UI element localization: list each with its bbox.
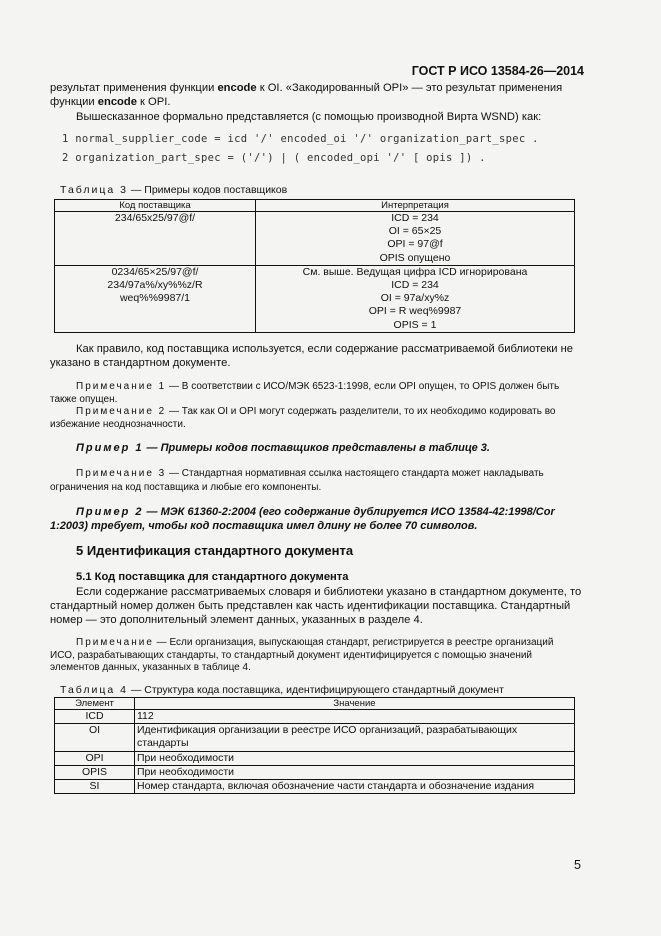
table-header-cell: Значение — [135, 698, 575, 710]
sub51-line-3: номер — это дополнительный элемент данных, указанных в разделе 4. — [50, 614, 423, 626]
cell-line: weq%%9987/1 — [119, 292, 191, 305]
table-3 — [54, 199, 575, 333]
table-cell-interp — [256, 212, 575, 266]
intro-line-1 — [50, 81, 585, 96]
table-row — [55, 212, 575, 266]
intro-line-2 — [50, 95, 170, 110]
cell-line: OPI = R weq%9987 — [368, 305, 462, 318]
table3-caption-label: Таблица 3 — [60, 184, 128, 196]
encode-keyword: encode — [97, 96, 137, 108]
document-header: ГОСТ Р ИСО 13584-26—2014 — [411, 64, 584, 78]
table-header-cell: Элемент — [55, 698, 135, 710]
note-label: Примечание 3 — [76, 468, 167, 479]
cell-line: OPIS = 1 — [393, 318, 437, 331]
cell-line: См. выше. Ведущая цифра ICD игнорирована — [302, 265, 528, 278]
table-row — [55, 751, 575, 765]
table3-caption — [60, 184, 287, 196]
cell-line: Номер стандарта, включая обозначение части стандарта и обозначение издания — [137, 780, 535, 793]
note-org-line-2: ИСО, разрабатывающих стандарты, то стандартный документ идентифицируется с помощью значений — [50, 650, 533, 661]
table4-caption — [60, 684, 504, 696]
table-cell-value — [135, 751, 575, 765]
note-label: Примечание 1 — [76, 381, 167, 392]
table-cell-element: ICD — [55, 710, 135, 724]
cell-line: ICD = 234 — [391, 212, 439, 224]
table3-caption-text: — Примеры кодов поставщиков — [127, 184, 288, 196]
table-row — [55, 765, 575, 779]
table4-caption-text: — Структура кода поставщика, идентифицирующего стандартный документ — [127, 684, 504, 696]
note-org-line-1 — [76, 636, 553, 650]
table-header-row — [55, 698, 575, 710]
example-2-line-2: 1:2003) требует, чтобы код поставщика имел длину не более 70 символов. — [50, 520, 478, 532]
section-5-title: 5 Идентификация стандартного документа — [76, 543, 354, 558]
table4-caption-label: Таблица 4 — [60, 684, 128, 696]
table-cell-element: OPIS — [55, 765, 135, 779]
note-1-line-1 — [76, 380, 559, 394]
page-number: 5 — [574, 858, 581, 872]
sub51-line-2: стандартный номер должен быть представлен как часть идентификации поставщика. Стандартный — [50, 600, 571, 612]
table-header-row — [55, 200, 575, 212]
subsection-5-1-title: 5.1 Код поставщика для стандартного документа — [76, 571, 349, 583]
example-2-line-1 — [76, 505, 555, 520]
example-text: — МЭК 61360-2:2004 (его содержание дублируется ИСО 13584-42:1998/Cor — [143, 506, 555, 518]
table-cell-value — [135, 724, 575, 751]
note-3-line-2: ограничения на код поставщика и любые его компоненты. — [50, 482, 322, 493]
example-text: — Примеры кодов поставщиков представлены в таблице 3. — [143, 442, 490, 454]
note-org-line-3: элементов данных, указанных в таблице 4. — [50, 662, 251, 673]
cell-line: 234/65x25/97@f/ — [114, 212, 196, 224]
table-cell-value — [135, 765, 575, 779]
table-cell-value — [135, 780, 575, 794]
table-cell-code — [55, 265, 256, 332]
table-cell-element: OI — [55, 724, 135, 751]
cell-line: Идентификация организации в реестре ИСО организаций, разрабатывающих — [137, 724, 518, 737]
cell-line: При необходимости — [137, 751, 235, 764]
table-row — [55, 265, 575, 332]
table-cell-element: SI — [55, 780, 135, 794]
cell-line: 112 — [137, 710, 154, 722]
table-row — [55, 710, 575, 724]
cell-line: OI = 97a/xy%z — [380, 292, 450, 305]
intro-text: к OI. «Закодированный OPI» — это результат применения — [256, 82, 563, 94]
table-cell-element: OPI — [55, 751, 135, 765]
table-cell-code — [55, 212, 256, 266]
table-cell-interp — [256, 265, 575, 332]
table-cell-value — [135, 710, 575, 724]
code-line-2: 2 organization_part_spec = ('/') | ( encoded_opi '/' [ opis ]) . — [62, 152, 486, 164]
cell-line: OPIS опущено — [379, 251, 451, 264]
note-1-line-2: также опущен. — [50, 394, 118, 405]
intro-text: результат применения функции — [50, 82, 218, 94]
intro-text: к OPI. — [136, 96, 171, 108]
table-4 — [54, 697, 575, 794]
cell-line: OPI = 97@f — [387, 238, 443, 251]
table-header-cell: Интерпретация — [256, 200, 575, 212]
note-text: — Стандартная нормативная ссылка настоящего стандарта может накладывать — [166, 468, 544, 479]
note-label: Примечание — [76, 637, 154, 648]
example-1 — [76, 441, 490, 456]
table-row — [55, 780, 575, 794]
para-rule-line-1: Как правило, код поставщика используется, если содержание рассматриваемой библиотеки не — [76, 343, 573, 355]
cell-line: ICD = 234 — [391, 279, 439, 292]
para-rule-line-2: указано в стандартном документе. — [50, 357, 231, 369]
code-line-1: 1 normal_supplier_code = icd '/' encoded_oi '/' organization_part_spec . — [62, 133, 539, 145]
note-2-line-1 — [76, 405, 556, 419]
cell-line: При необходимости — [137, 765, 235, 778]
note-3-line-1 — [76, 467, 544, 481]
example-label: Пример 1 — [76, 442, 144, 454]
cell-line: 0234/65×25/97@f/ — [111, 265, 199, 278]
table-row — [55, 724, 575, 751]
note-label: Примечание 2 — [76, 406, 167, 417]
encode-keyword: encode — [217, 82, 257, 94]
sub51-line-1: Если содержание рассматриваемых словаря и библиотеки указано в стандартном документе, то — [76, 586, 582, 598]
intro-text: функции — [50, 96, 98, 108]
note-text: — Если организация, выпускающая стандарт, регистрируется в реестре организаций — [153, 637, 554, 648]
intro-line-3: Вышесказанное формально представляется (с помощью производной Вирта WSND) как: — [76, 111, 542, 123]
cell-line: OI = 65×25 — [388, 225, 442, 238]
note-2-line-2: избежание неоднозначности. — [50, 419, 186, 430]
note-text: — В соответствии с ИСО/МЭК 6523-1:1998, если OPI опущен, то OPIS должен быть — [166, 381, 560, 392]
table-header-cell: Код поставщика — [55, 200, 256, 212]
cell-line: 234/97a%/xy%%z/R — [107, 279, 203, 292]
note-text: — Так как OI и OPI могут содержать разделители, то их необходимо кодировать во — [166, 406, 556, 417]
example-label: Пример 2 — [76, 506, 144, 518]
cell-line: стандарты — [137, 737, 189, 750]
